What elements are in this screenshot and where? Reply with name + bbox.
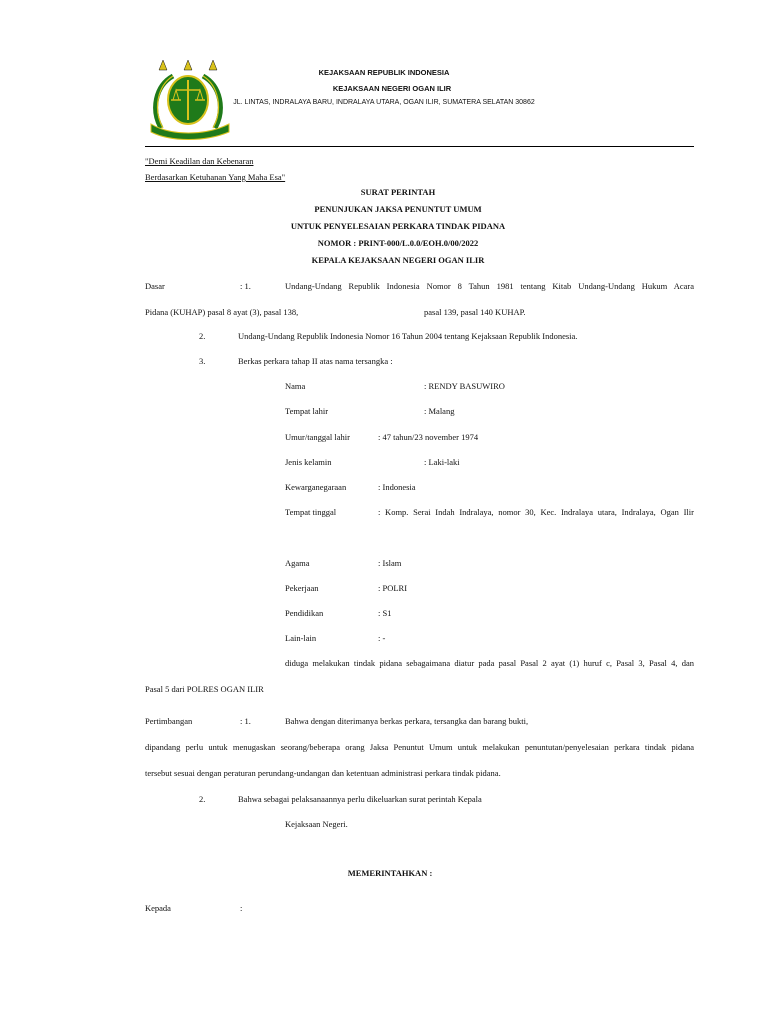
office-address: JL. LINTAS, INDRALAYA BARU, INDRALAYA UTARA, OGAN ILIR, SUMATERA SELATAN 30862 (233, 99, 535, 106)
pertimbangan-number-1: : 1. (240, 716, 251, 726)
doc-subtitle-1: PENUNJUKAN JAKSA PENUNTUT UMUM (314, 204, 482, 214)
suspect-name-label: Nama (285, 381, 306, 391)
suspect-citizenship-value: : Indonesia (378, 482, 416, 492)
suspect-other-label: Lain-lain (285, 633, 317, 643)
doc-issuer: KEPALA KEJAKSAAN NEGERI OGAN ILIR (311, 255, 485, 265)
charge-line-1: diduga melakukan tindak pidana sebagaimana diatur pada pasal Pasal 2 ayat (1) huruf c, Pasal 3, Pasal 4, dan (285, 658, 694, 668)
suspect-residence-value: : Komp. Serai Indah Indralaya, nomor 30, Kec. Indralaya utara, Indralaya, Ogan Ilir (378, 507, 694, 517)
dasar-number-2: 2. (199, 331, 206, 341)
motto-line-2: Berdasarkan Ketuhanan Yang Maha Esa" (145, 172, 286, 182)
order-heading: MEMERINTAHKAN : (347, 868, 433, 878)
pertimbangan-item-2-line-1: Bahwa sebagai pelaksanaannya perlu dikeluarkan surat perintah Kepala (238, 794, 482, 804)
dasar-item-3: Berkas perkara tahap II atas nama tersangka : (238, 356, 393, 366)
suspect-occupation-value: : POLRI (378, 583, 408, 593)
pertimbangan-item-1-line-2: dipandang perlu untuk menugaskan seorang/beberapa orang Jaksa Penuntut Umum untuk melakukan penuntutan/penyelesaian perkara tindak pidana (145, 742, 694, 752)
suspect-other-value: : - (378, 633, 386, 643)
office-name: KEJAKSAAN NEGERI OGAN ILIR (332, 84, 452, 93)
pertimbangan-label: Pertimbangan (145, 716, 193, 726)
suspect-gender-value: : Laki-laki (424, 457, 460, 467)
dasar-item-1-line-2b: pasal 139, pasal 140 KUHAP. (424, 307, 526, 317)
dasar-item-2: Undang-Undang Republik Indonesia Nomor 16 Tahun 2004 tentang Kejaksaan Republik Indonesia. (238, 331, 578, 341)
suspect-education-value: : S1 (378, 608, 392, 618)
suspect-birthplace-label: Tempat lahir (285, 406, 329, 416)
suspect-religion-value: : Islam (378, 558, 402, 568)
institution-name: KEJAKSAAN REPUBLIK INDONESIA (318, 68, 450, 77)
dasar-number-3: 3. (199, 356, 206, 366)
suspect-religion-label: Agama (285, 558, 310, 568)
letterhead-divider (145, 146, 694, 147)
suspect-education-label: Pendidikan (285, 608, 324, 618)
kepada-colon: : (240, 903, 243, 913)
suspect-birthplace-value: : Malang (424, 406, 455, 416)
dasar-label: Dasar (145, 281, 165, 291)
suspect-age-value: : 47 tahun/23 november 1974 (378, 432, 479, 442)
pertimbangan-item-1-line-3: tersebut sesuai dengan peraturan perundang-undangan dan ketentuan administrasi perkara tindak pidana. (145, 768, 501, 778)
suspect-age-label: Umur/tanggal lahir (285, 432, 350, 442)
pertimbangan-number-2: 2. (199, 794, 206, 804)
suspect-gender-label: Jenis kelamin (285, 457, 332, 467)
charge-line-2: Pasal 5 dari POLRES OGAN ILIR (145, 684, 264, 694)
doc-title: SURAT PERINTAH (360, 187, 436, 197)
doc-subtitle-2: UNTUK PENYELESAIAN PERKARA TINDAK PIDANA (290, 221, 506, 231)
dasar-item-1-line-2a: Pidana (KUHAP) pasal 8 ayat (3), pasal 138, (145, 307, 299, 317)
pertimbangan-item-1-line-1: Bahwa dengan diterimanya berkas perkara, tersangka dan barang bukti, (285, 716, 529, 726)
kepada-label: Kepada (145, 903, 171, 913)
dasar-number-1: : 1. (240, 281, 251, 291)
suspect-occupation-label: Pekerjaan (285, 583, 319, 593)
suspect-name-value: : RENDY BASUWIRO (424, 381, 505, 391)
suspect-citizenship-label: Kewarganegaraan (285, 482, 347, 492)
motto-line-1: "Demi Keadilan dan Kebenaran (145, 156, 254, 166)
pertimbangan-item-2-line-2: Kejaksaan Negeri. (285, 819, 348, 829)
suspect-residence-label: Tempat tinggal (285, 507, 337, 517)
doc-number: NOMOR : PRINT-000/L.0.0/EOH.0/00/2022 (317, 238, 479, 248)
dasar-item-1-line-1: Undang-Undang Republik Indonesia Nomor 8 Tahun 1981 tentang Kitab Undang-Undang Hukum Acara (285, 281, 694, 291)
